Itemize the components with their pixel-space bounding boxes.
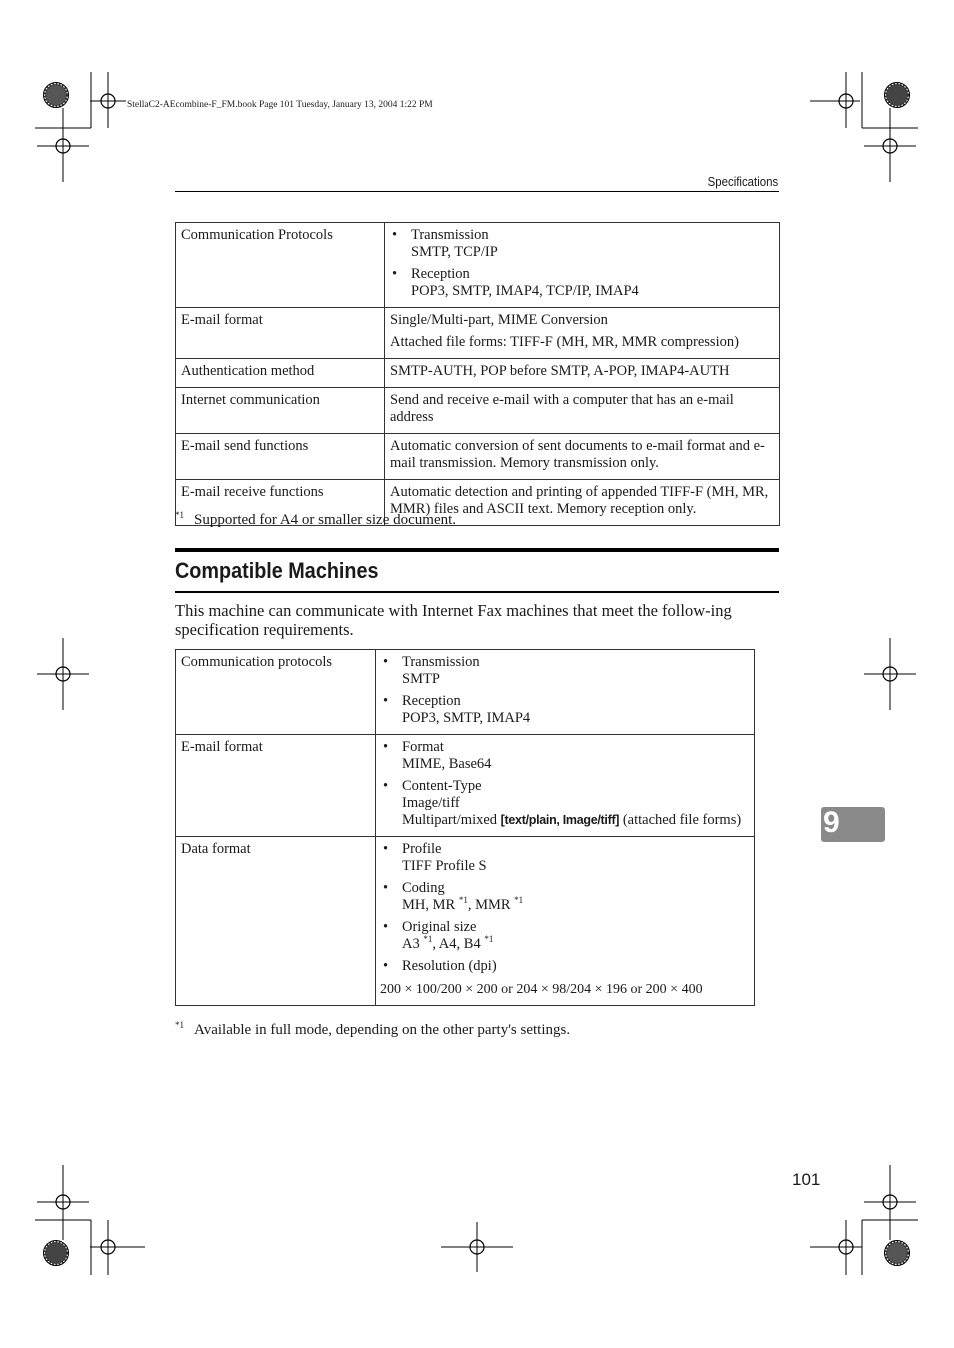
row-label: E-mail receive functions <box>176 480 385 526</box>
table-row <box>176 308 780 359</box>
list-item: • Content-Type Image/tiff Multipart/mixed [text/plain, Image/tiff] (attached file forms) <box>381 778 749 829</box>
row-value <box>376 650 755 735</box>
chapter-tab <box>821 807 885 842</box>
row-label: E-mail format <box>176 735 376 837</box>
header-section-name: Specifications <box>707 174 778 189</box>
list-item: • Transmission SMTP <box>381 654 749 688</box>
table-row <box>176 388 780 434</box>
table-row <box>176 359 780 388</box>
spec-table-internet-fax <box>175 222 780 526</box>
table-row <box>176 223 780 308</box>
row-value: Send and receive e-mail with a computer that has an e-mail address <box>385 388 780 434</box>
table-row <box>176 650 755 735</box>
row-value: SMTP-AUTH, POP before SMTP, A-POP, IMAP4-AUTH <box>385 359 780 388</box>
print-info-line: StellaC2-AEcombine-F_FM.book Page 101 Tuesday, January 13, 2004 1:22 PM <box>127 100 433 110</box>
list-item: • Resolution (dpi) <box>381 958 749 975</box>
table-row <box>176 434 780 480</box>
row-value <box>376 837 755 1006</box>
row-label: Authentication method <box>176 359 385 388</box>
row-value: Single/Multi-part, MIME Conversion Attached file forms: TIFF-F (MH, MR, MMR compression) <box>385 308 780 359</box>
section-intro: This machine can communicate with Internet Fax machines that meet the follow-ing specification requirements. <box>175 601 732 639</box>
row-label: E-mail format <box>176 308 385 359</box>
spec-table-compatible-machines <box>175 649 755 1006</box>
chapter-number: 9 <box>823 806 840 839</box>
list-item: • Coding MH, MR $^{*1}$, MMR $^{*1}$ <box>381 880 749 914</box>
row-label: E-mail send functions <box>176 434 385 480</box>
row-label: Communication protocols <box>176 650 376 735</box>
row-label: Communication Protocols <box>176 223 385 308</box>
list-item: • Transmission SMTP, TCP/IP <box>390 227 774 261</box>
section-rule-bottom <box>175 591 779 593</box>
row-value: Automatic detection and printing of appended TIFF-F (MH, MR, MMR) files and ASCII text. Memory reception only. <box>385 480 780 526</box>
section-rule-top <box>175 548 779 552</box>
list-item: • Profile TIFF Profile S <box>381 841 749 875</box>
list-item: • Reception POP3, SMTP, IMAP4 <box>381 693 749 727</box>
table-row <box>176 837 755 1006</box>
list-item: • Original size A3 $^{*1}$, A4, B4 $^{*1}$ <box>381 919 749 953</box>
footnote-supported-size: $^{*1}$ Supported for A4 or smaller size document. <box>175 510 457 528</box>
header-rule <box>175 191 779 192</box>
row-value <box>376 735 755 837</box>
page-number: 101 <box>792 1170 821 1189</box>
resolution-values: 200 × 100/200 × 200 or 204 × 98/204 × 196 or 200 × 400 <box>380 982 703 997</box>
row-value <box>385 223 780 308</box>
row-value: Automatic conversion of sent documents to e-mail format and e-mail transmission. Memory transmission only. <box>385 434 780 480</box>
table-row <box>176 735 755 837</box>
row-label: Internet communication <box>176 388 385 434</box>
list-item: • Reception POP3, SMTP, IMAP4, TCP/IP, IMAP4 <box>390 266 774 300</box>
section-title: Compatible Machines <box>175 558 379 583</box>
key-label: [text/plain, Image/tiff] <box>500 813 620 827</box>
footnote-full-mode: $^{*1}$ Available in full mode, depending on the other party's settings. <box>175 1020 571 1038</box>
list-item: • Format MIME, Base64 <box>381 739 749 773</box>
row-label: Data format <box>176 837 376 1006</box>
